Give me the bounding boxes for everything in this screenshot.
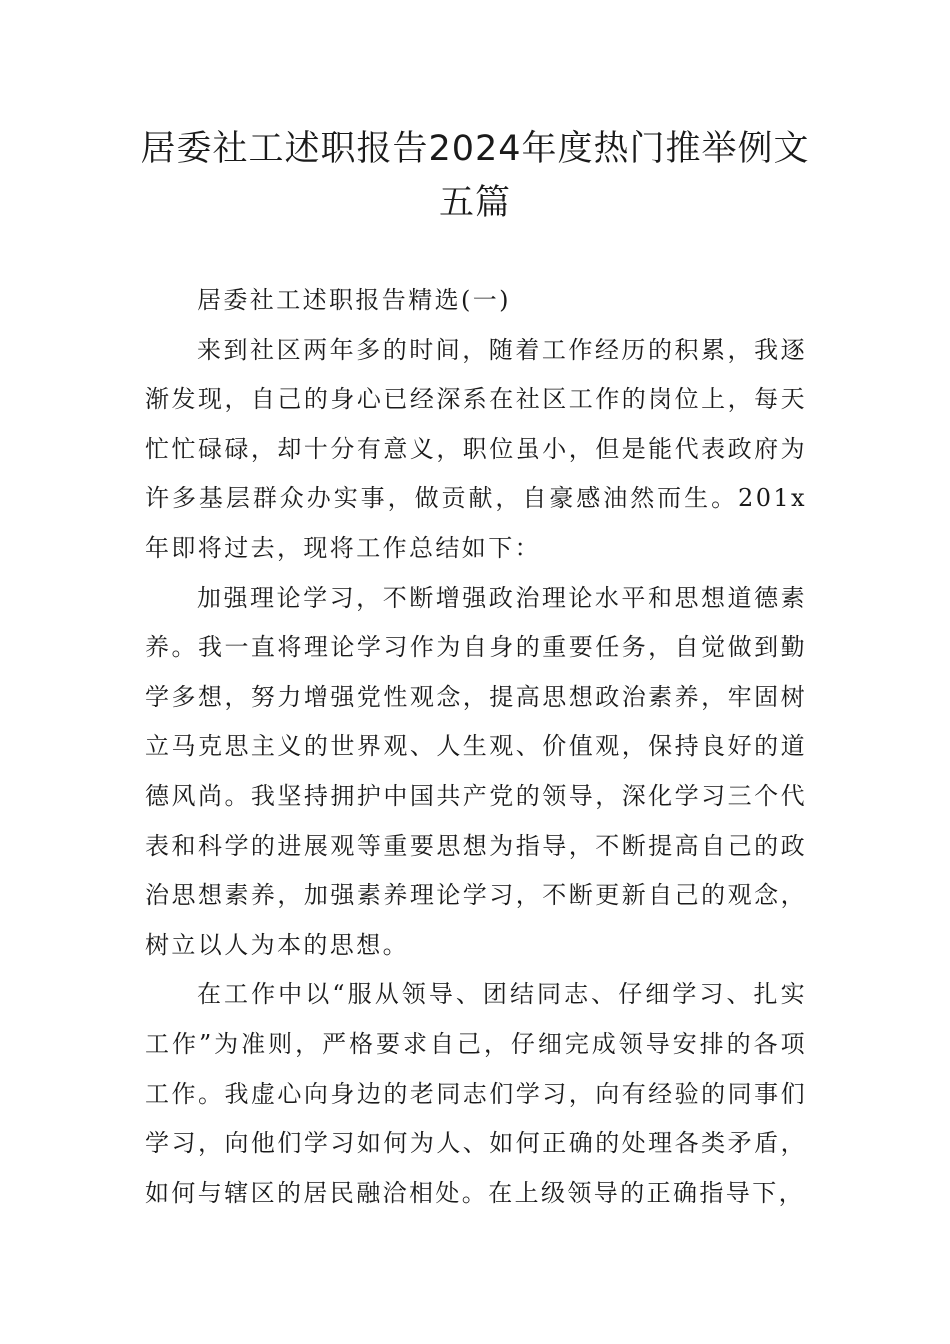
paragraph: 加强理论学习，不断增强政治理论水平和思想道德素养。我一直将理论学习作为自身的重要任务，自觉做到勤学多想，努力增强党性观念，提高思想政治素养，牢固树立马克思主义的世界观、人生观、价值观，保持良好的道德风尚。我坚持拥护中国共产党的领导，深化学习三个代表和科学的进展观等重要思想为指导，不断提高自己的政治思想素养，加强素养理论学习，不断更新自己的观念，树立以人为本的思想。 bbox=[145, 583, 807, 959]
document-title: 居委社工述职报告2024年度热门推举例文五篇 bbox=[140, 129, 810, 223]
paragraph: 来到社区两年多的时间，随着工作经历的积累，我逐渐发现，自己的身心已经深系在社区工作的岗位上，每天忙忙碌碌，却十分有意义，职位虽小，但是能代表政府为许多基层群众办实事，做贡献，自豪感油然而生。201x年即将过去，现将工作总结如下： bbox=[145, 335, 807, 562]
section-heading: 居委社工述职报告精选(一) bbox=[197, 286, 511, 314]
paragraph: 在工作中以“服从领导、团结同志、仔细学习、扎实工作”为准则，严格要求自己，仔细完成领导安排的各项工作。我虚心向身边的老同志们学习，向有经验的同事们学习，向他们学习如何为人、如何正确的处理各类矛盾，如何与辖区的居民融洽相处。在上级领导的正确指导下， bbox=[145, 980, 807, 1207]
document-body bbox=[145, 276, 807, 1218]
